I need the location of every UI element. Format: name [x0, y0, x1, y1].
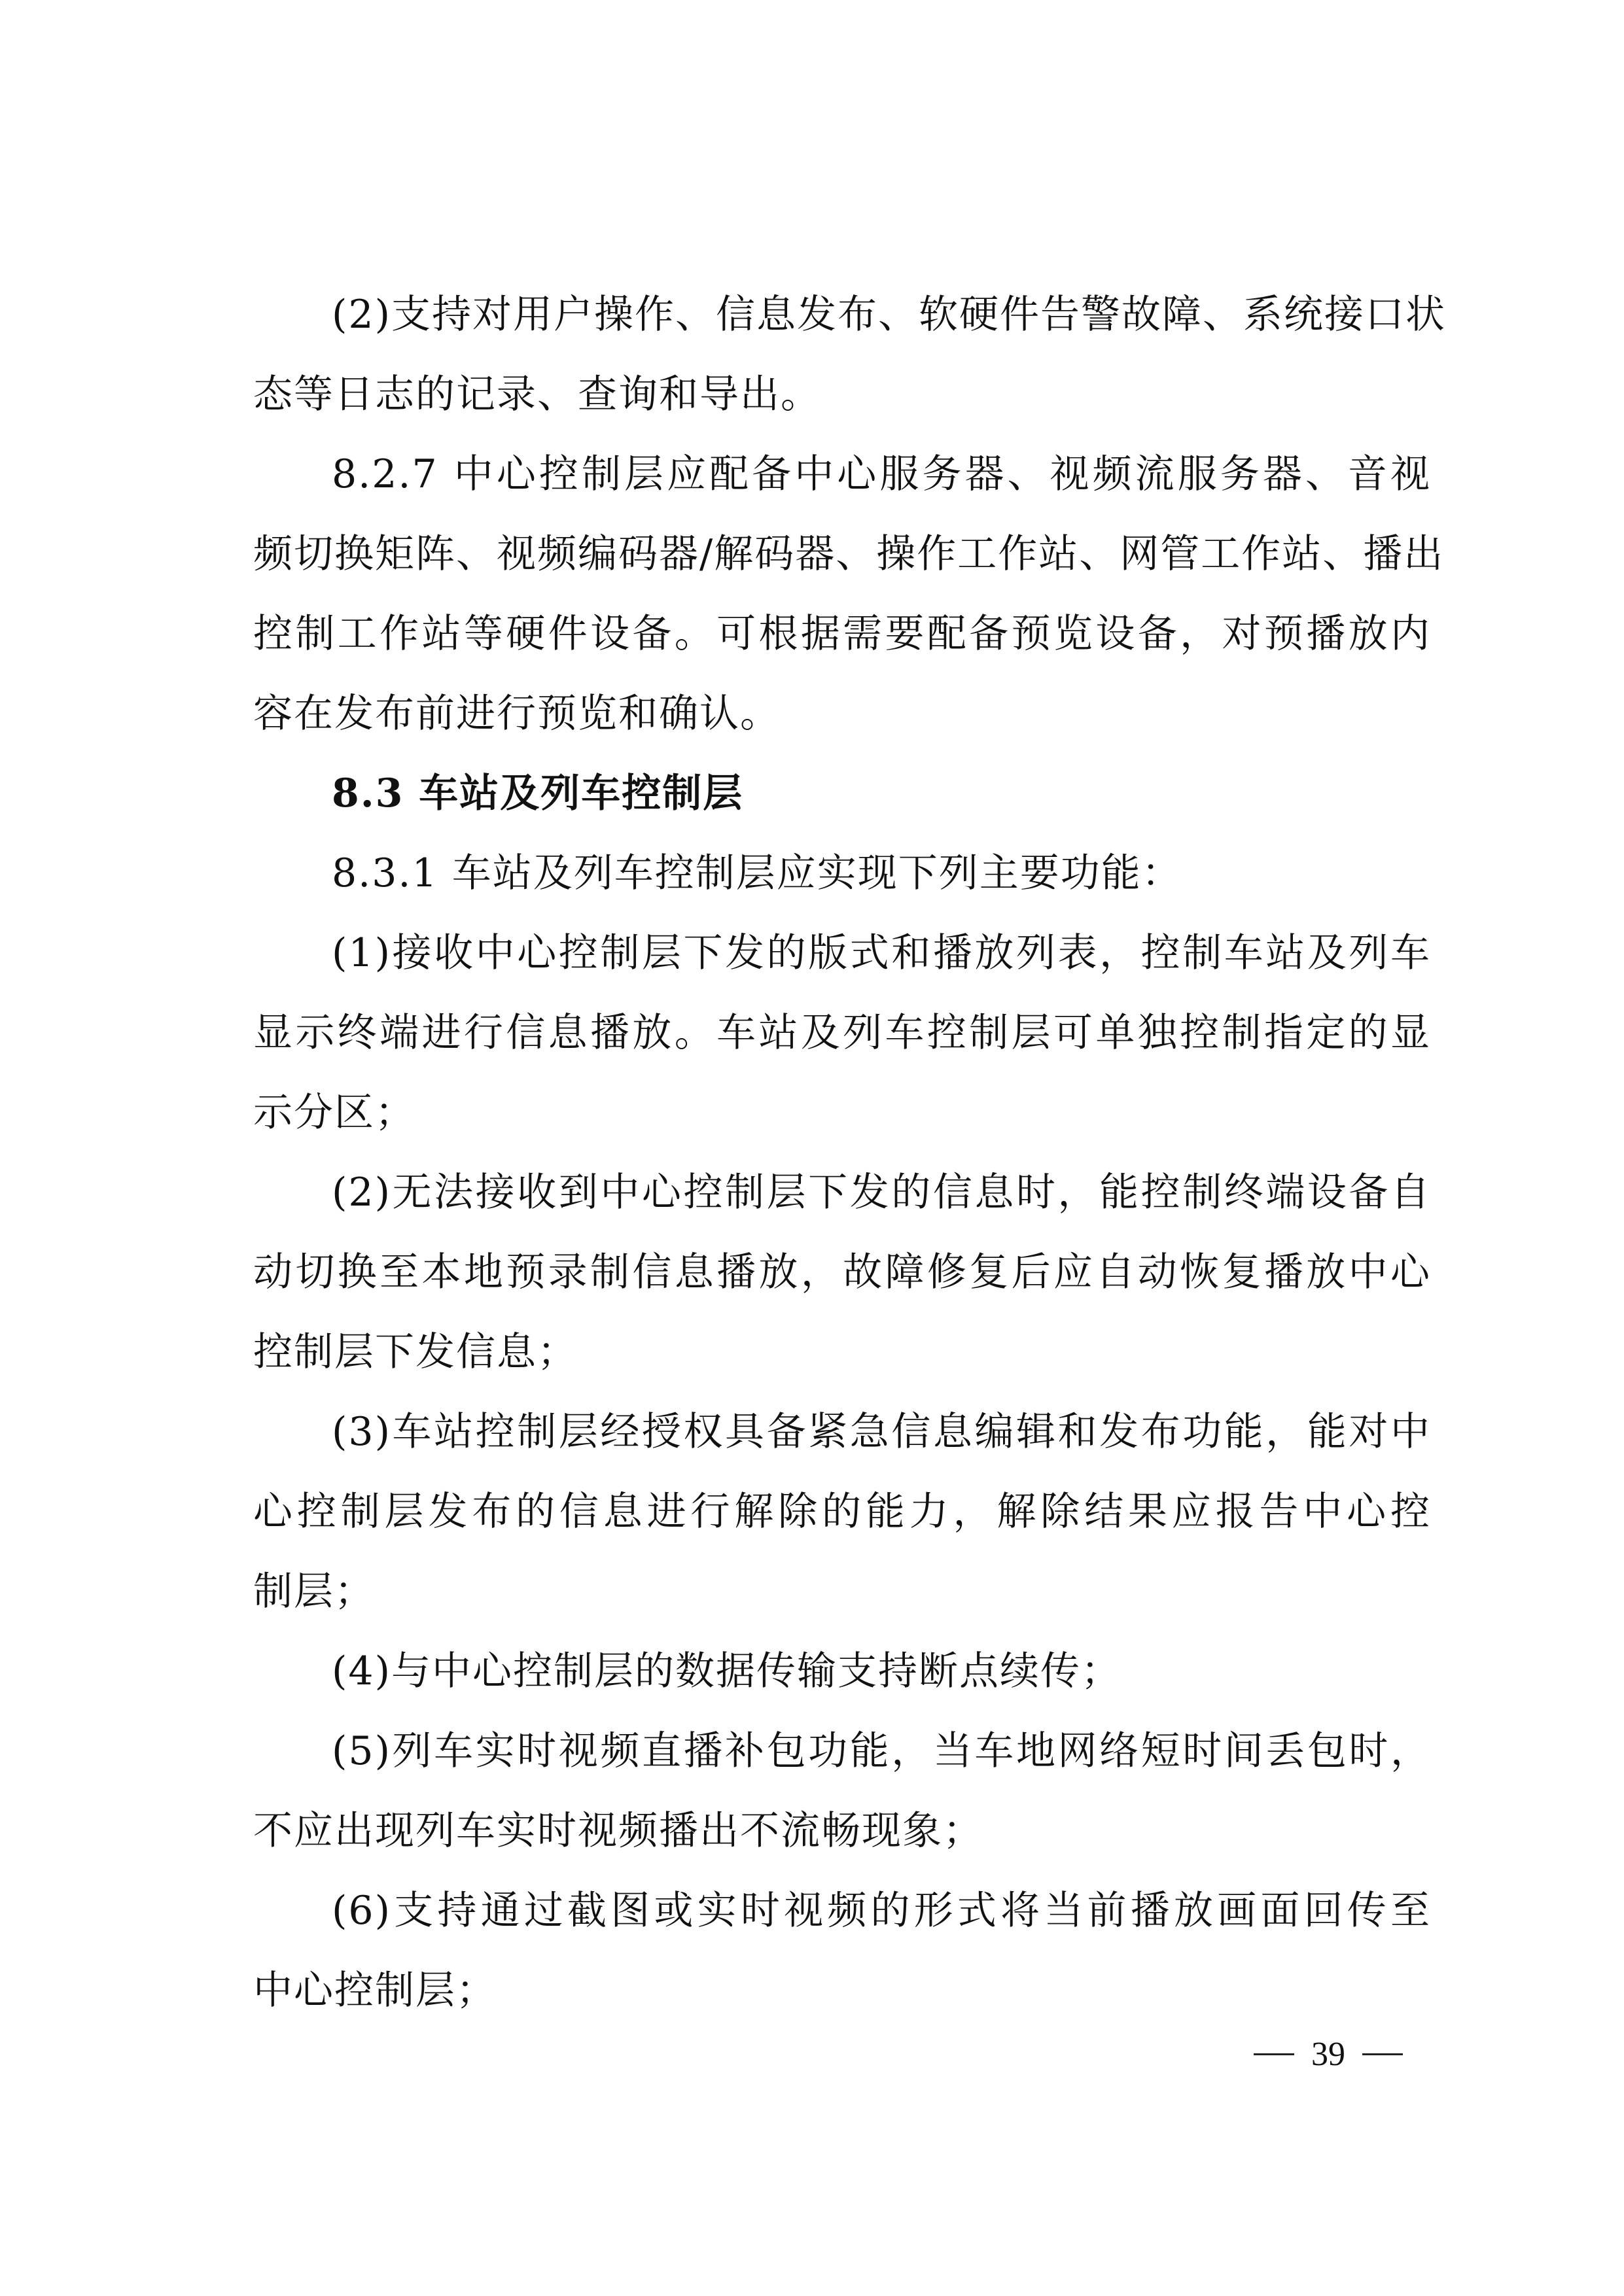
body-text	[253, 275, 1446, 2030]
text-line: (6)支持通过截图或实时视频的形式将当前播放画面回传至	[332, 1888, 1431, 1934]
footer-dash-left	[1254, 2053, 1294, 2055]
text-line: 显示终端进行信息播放。车站及列车控制层可单独控制指定的显	[253, 1010, 1431, 1056]
text-line: 动切换至本地预录制信息播放，故障修复后应自动恢复播放中心	[253, 1249, 1431, 1295]
text-line: 制层；	[253, 1569, 375, 1614]
text-line: 8.3.1 车站及列车控制层应实现下列主要功能：	[332, 850, 1182, 896]
text-line: (3)车站控制层经授权具备紧急信息编辑和发布功能，能对中	[332, 1409, 1431, 1455]
text-line: (2)无法接收到中心控制层下发的信息时，能控制终端设备自	[332, 1170, 1431, 1215]
text-line: 控制层下发信息；	[253, 1329, 578, 1375]
text-line: 控制工作站等硬件设备。可根据需要配备预览设备，对预播放内	[253, 611, 1431, 657]
text-line: 态等日志的记录、查询和导出。	[253, 372, 821, 417]
text-line: (2)支持对用户操作、信息发布、软硬件告警故障、系统接口状	[332, 292, 1446, 338]
page-number: 39	[1311, 2035, 1345, 2073]
text-line: 示分区；	[253, 1090, 415, 1136]
text-line: 心控制层发布的信息进行解除的能力，解除结果应报告中心控	[253, 1489, 1431, 1535]
text-line: 中心控制层；	[253, 1968, 497, 2013]
page-footer	[1230, 2031, 1426, 2077]
text-line: 不应出现列车实时视频播出不流畅现象；	[253, 1808, 983, 1854]
text-line: (5)列车实时视频直播补包功能，当车地网络短时间丢包时，	[332, 1728, 1431, 1774]
text-line: 容在发布前进行预览和确认。	[253, 691, 781, 737]
footer-dash-right	[1362, 2053, 1403, 2055]
text-line: (4)与中心控制层的数据传输支持断点续传；	[332, 1648, 1121, 1694]
section-heading: 8.3 车站及列车控制层	[332, 771, 744, 816]
text-line: 8.2.7 中心控制层应配备中心服务器、视频流服务器、音视	[332, 451, 1431, 497]
text-line: (1)接收中心控制层下发的版式和播放列表，控制车站及列车	[332, 930, 1431, 976]
text-line: 频切换矩阵、视频编码器/解码器、操作工作站、网管工作站、播出	[253, 531, 1445, 577]
